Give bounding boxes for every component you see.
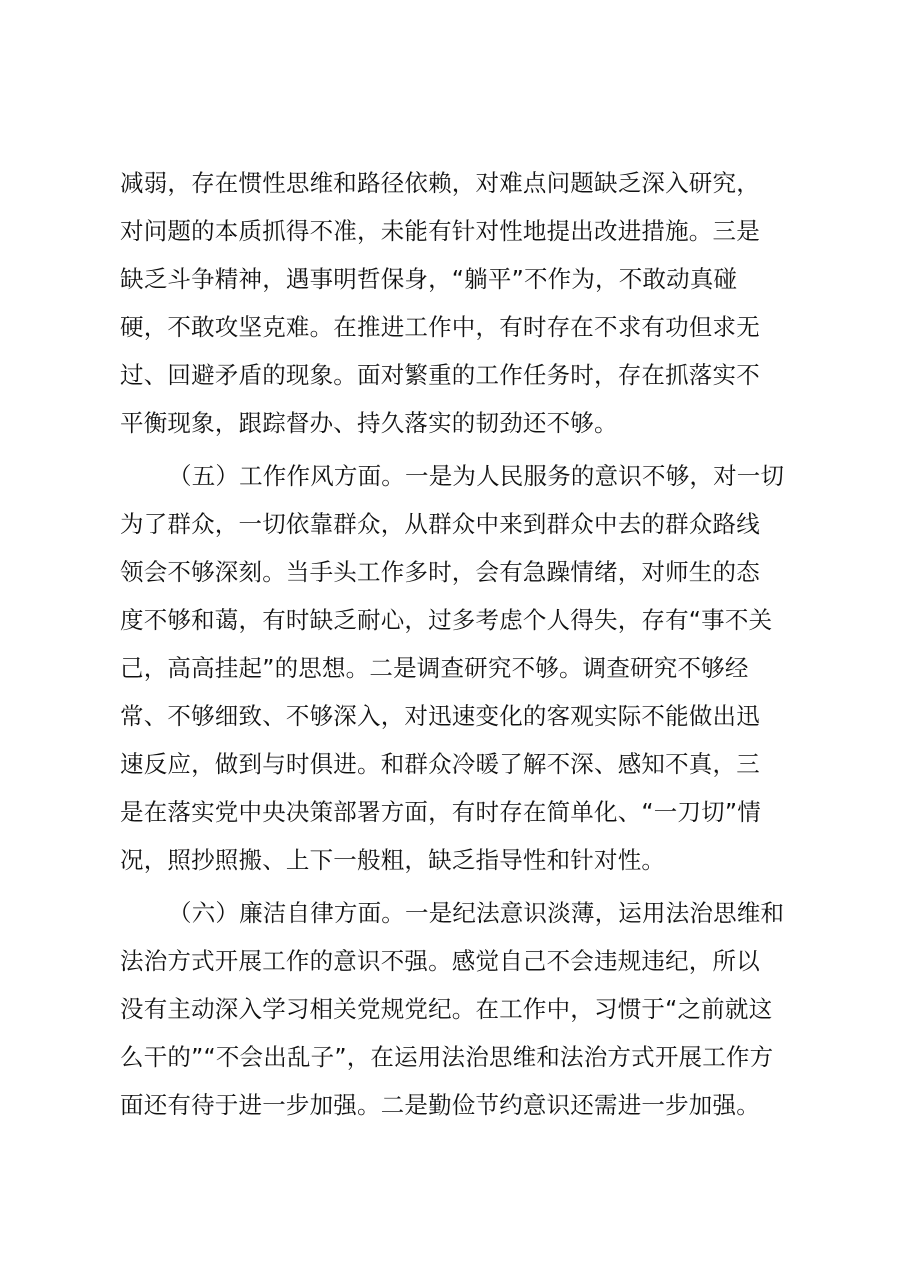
text-line: 况，照抄照搬、上下一般粗，缺乏指导性和针对性。 <box>120 846 666 874</box>
text-line: 是在落实党中央决策部署方面，有时存在简单化、“一刀切”情 <box>120 798 761 826</box>
text-line: 速反应，做到与时俱进。和群众冷暖了解不深、感知不真，三 <box>120 750 760 778</box>
text-line: 为了群众，一切依靠群众，从群众中来到群众中去的群众路线 <box>120 510 760 538</box>
text-line: 领会不够深刻。当手头工作多时，会有急躁情绪，对师生的态 <box>120 558 760 586</box>
section-5-heading-line: （五）工作作风方面。一是为人民服务的意识不够，对一切 <box>168 462 785 490</box>
section-6-heading-line: （六）廉洁自律方面。一是纪法意识淡薄，运用法治思维和 <box>168 899 785 927</box>
text-line: 度不够和蔼，有时缺乏耐心，过多考虑个人得失，存有“事不关 <box>120 606 773 634</box>
text-line: 过、回避矛盾的现象。面对繁重的工作任务时，存在抓落实不 <box>120 361 760 389</box>
text-line: 己，高高挂起”的思想。二是调查研究不够。调查研究不够经 <box>120 654 749 682</box>
text-line: 常、不够细致、不够深入，对迅速变化的客观实际不能做出迅 <box>120 702 760 730</box>
text-line: 平衡现象，跟踪督办、持久落实的韧劲还不够。 <box>120 409 618 437</box>
text-line: 缺乏斗争精神，遇事明哲保身，“躺平”不作为，不敢动真碰 <box>120 265 738 293</box>
text-line: 么干的”“不会出乱子”，在运用法治思维和法治方式开展工作方 <box>120 1043 774 1071</box>
text-line: 没有主动深入学习相关党规党纪。在工作中，习惯于“之前就这 <box>120 995 773 1023</box>
text-line: 硬，不敢攻坚克难。在推进工作中，有时存在不求有功但求无 <box>120 313 760 341</box>
text-line: 减弱，存在惯性思维和路径依赖，对难点问题缺乏深入研究， <box>120 169 760 197</box>
text-line: 法治方式开展工作的意识不强。感觉自己不会违规违纪，所以 <box>120 947 760 975</box>
text-line: 面还有待于进一步加强。二是勤俭节约意识还需进一步加强。 <box>120 1091 760 1119</box>
text-line: 对问题的本质抓得不准，未能有针对性地提出改进措施。三是 <box>120 217 760 245</box>
